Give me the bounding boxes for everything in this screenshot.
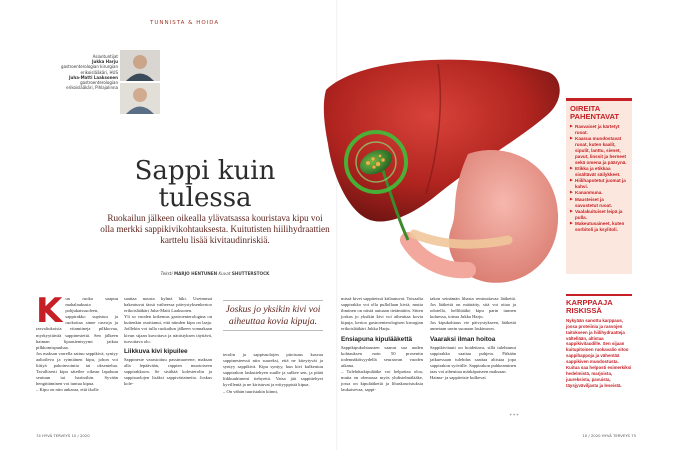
credit-author: MARJO HENTUNEN xyxy=(173,271,218,276)
expert-1-name: Jukka Harju xyxy=(92,59,118,65)
sidebar-worsening-symptoms xyxy=(566,98,632,274)
body-paragraph: terolin ja sappisuolojen pitoisuus kasvaa sappinesteessä niin suureksi, että ne kiteytyvät ja syntyy sappikivä. Kipu syntyy, kun kivi kulkeutuu sappirakon laskutiehyen suulle ja sulkee sen, ja pitää liikkuuhirneni tiehyettä. Vatsa jää sappitiehyet kyvillentä ja ne kiristuvat ja erityyppistä kipua. xyxy=(223,352,323,388)
pull-quote: Joskus jo yksikin kivi voi aiheuttaa kovia kipuja. xyxy=(223,300,323,331)
credit-image-label: Kuvat xyxy=(218,271,231,276)
folio-left: 74 HYVÄ TERVEYS 10 / 2020 xyxy=(36,433,90,438)
body-paragraph: Sappikivitauti on hoidettava, sillä tulehtunut sappirakko saattaa puhjeta. Pitkään jatkuessaan tulehdus saattaa altistaa jopa sappirakon syövälle. Sappirakon puhkeaminen taas voi aiheuttaa märkäpaiseen maksaan. xyxy=(430,344,516,374)
article-headline: Sappi kuin tulessa xyxy=(134,156,276,213)
list-item: ▶ Kaasua muodostavat ruoat, kuten kaalit, sipulit, lanttu, sienet, pavut, linssit ja herneet sekä omena ja päärynä. xyxy=(570,136,628,166)
body-paragraph: – Kipu on niin ankaraa, että tkolle xyxy=(36,387,99,393)
expert-1-title: gastroenterologian kirurgian erikoislääkäri, HUS xyxy=(61,64,118,75)
credit-image-source: SHUTTERSTOCK xyxy=(231,271,270,276)
list-item: ▶ Etikka ja etikkaa sisältävät säilykkeet. xyxy=(570,166,628,178)
body-column-5 xyxy=(430,296,516,420)
list-item: ▶ Kananmuna. xyxy=(570,190,628,196)
list-item: ▶ Rasvaiset ja kärtetyt ruoat. xyxy=(570,124,628,136)
subheading: Vaaraksi ilman hoitoa xyxy=(430,335,496,343)
digestive-organs-illustration xyxy=(318,44,570,296)
expert-label: Asiantuntijat xyxy=(92,54,118,59)
list-item: ▶ Makeutusaineet, kuten sorbitoli ja ksylitoli. xyxy=(570,221,628,233)
expert-caption xyxy=(58,54,118,116)
body-paragraph: un ruoka saapuu mahalaukusta pohjukaissuoleen, sappirakko supistuu ja ruokottaa sinne rasvoja ja rasvaliukoisia vitamiineja pilkkovaa, myrkyyttävää sappinestettä. Sen jälkeen haiman lipaasientsyymi jatkaa pilkkomispuuhaa. xyxy=(36,296,118,350)
subheading: Liikkuva kivi kipuilee xyxy=(124,347,188,355)
expert-1-face xyxy=(133,55,147,69)
body-paragraph: Sappineste varastoituu passimaavene, maksan alla lepäävään, rappien muotoiseen sappirakkoon. Se sisältää kolesterolin ja sappisuolojen lisäksi sappiväriainetta. Joskus kole- xyxy=(124,356,212,387)
sidebar-text: Nykyään sanottu karppaus, jossa proteiinia ja rasvojen taitokseen ja hiilihydraatteja vältellään, altistaa sappikivitaudille. Sen sijaan kuitupitoinen ruokavalio sitoo sappihappoja ja vähentää sappikiven muodostusta. Kuitua saa helposti esimerkiksi hedelmistä, marjoista, juureksista, pavuista, täysjyväviljasta ja leseistä. xyxy=(566,317,632,388)
expert-2-title: gastroenterologian erikoislääkäri, Pihlajalinna xyxy=(66,80,118,91)
folio-right: 10 / 2020 HYVÄ TERVEYS 75 xyxy=(582,433,636,438)
list-item: ▶ Vaalakuituiset leipä ja pulla. xyxy=(570,209,628,221)
list-item: ▶ Hiilihapotetut juomat ja kahvi. xyxy=(570,178,628,190)
body-paragraph: Jos maksan varrella sattuu sappikivä, syntyy aaltoileva ja rytmiänen kipu, johon voi liittyä pahoinvointia tai oksentelua. Tavallisesti kipu säteilee oikean lapaluun seutuun tai hartioihin. Syvään hengittäminen voi tuntua kipua. xyxy=(36,350,118,387)
body-paragraph: Sappikipukohtausten saanut saa uuden kohtauksen noin 50 prosentin todennäköisyydellä seuraavan vuoden aikana. xyxy=(341,344,423,368)
body-paragraph: Jos kipukohtaus vie päivystykseen, lääkettä annetaan usein suonaan laskimoon. xyxy=(430,320,516,332)
body-column-3 xyxy=(223,352,323,422)
sidebar-list xyxy=(566,124,632,233)
body-paragraph: – Tulehduskipulääke voi helpottaa oloa, mutta on olemassa myös yhdistelmälääke, jossa on kipulääkettä ja lihaskouristuksia laukaisevaa, sappi- xyxy=(341,368,423,393)
expert-2-face xyxy=(133,88,147,102)
body-column-2 xyxy=(124,296,212,416)
end-mark: ✦✦✦ xyxy=(509,412,520,417)
body-column-1 xyxy=(36,291,118,416)
credit-text-label: Teksti xyxy=(160,271,173,276)
section-label: TUNNISTA & HOIDA xyxy=(150,20,220,26)
body-paragraph: saattaa nousta kylmä hiki. Useimmat hakeutuvat tässä vaiheessa päivystyksenkertoo erikoislääkäri Juha-Matti Laaksonen. xyxy=(124,296,212,314)
body-paragraph: missä kivet sappiteissä kiilautuvat. Toisaalta sappirakko voi olla pullollaan kiviä, mutta ihminen on niistä autuaan tietämätön. Sitten joskus jo yksikin kivi voi aiheuttaa kovia kipuja, kertoo gastroenterologisen kirurgian erikoislääkäri Jukka Harju. xyxy=(341,296,423,332)
body-paragraph: Haima- ja sappiteiste kulkevat xyxy=(430,375,486,381)
article-lede: Ruokailun jälkeen oikealla ylävatsassa kouristava kipu voi olla merkki sappikivikohtauksesta. Kuitutisten hiilihydraattien karttelu lisää kivitaudinriskiä. xyxy=(100,213,330,245)
list-item: ▶ Mausteiset ja savustetut ruoat. xyxy=(570,197,628,209)
sidebar-title: OIREITA PAHENTAVAT xyxy=(570,104,620,122)
body-paragraph: takon seinämän lihasta rentouttavaa lääkettä. Jos lääkettä on määrätty, sitä voi ottaa ja odotella, helliltääkö kipu parin tunnen kuluessa, toteaa Jukka Harju. xyxy=(430,296,516,320)
drop-cap: K xyxy=(36,291,63,331)
sidebar-low-carb-risk xyxy=(566,294,632,424)
expert-2-name: Juha-Matti Laaksonen xyxy=(69,74,118,80)
expert-photos xyxy=(120,50,160,114)
body-paragraph: – On vähän tuuristakin kiinni, xyxy=(223,388,278,394)
body-column-4 xyxy=(341,296,423,420)
body-paragraph: Yli so vuoden kokemus gastroenterologina on kuitenkin osoittanut, että niinden kipu on laaja. Joillekin voi tulla ruokailun jälkeen vonnakaan kivun sijaan kuvottava ja närästyksen täyttävä, turvottava olo. xyxy=(124,314,212,344)
article-credits xyxy=(120,271,310,276)
subheading: Ensiapuna kipulääkettä xyxy=(341,335,413,343)
sidebar-title: KARPPAAJA RISKISSÄ xyxy=(566,298,613,316)
